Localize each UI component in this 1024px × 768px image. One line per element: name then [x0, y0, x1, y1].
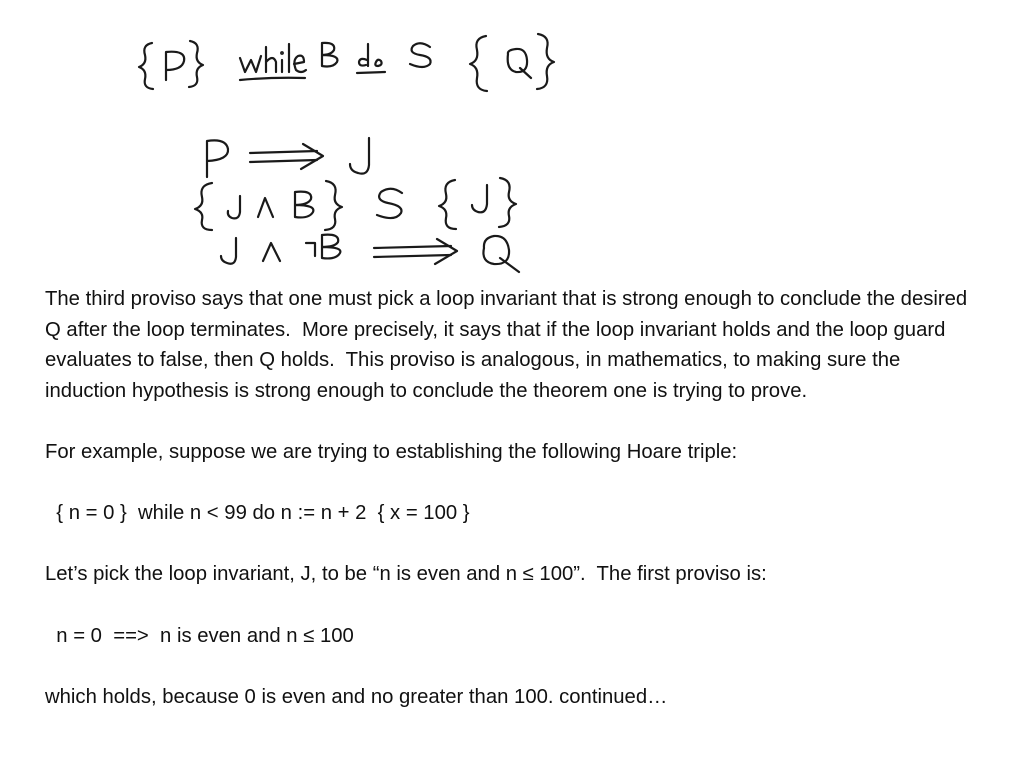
handwritten-hoare-triple [139, 34, 554, 91]
slide-body [45, 284, 975, 712]
paragraph-example: For example, suppose we are trying to establishing the following Hoare triple: [45, 440, 738, 463]
implication-line: n = 0 ==> n is even and n ≤ 100 [45, 624, 354, 647]
handwritten-formulas [0, 0, 1024, 290]
paragraph-invariant: Let’s pick the loop invariant, J, to be “n is even and n ≤ 100”. The first proviso is: [45, 563, 767, 586]
paragraph-conclusion: which holds, because 0 is even and no greater than 100. continued… [45, 685, 668, 708]
handwritten-proviso-1 [207, 138, 369, 177]
paragraph-intro: The third proviso says that one must pick a loop invariant that is strong enough to conclude the desired Q after the loop terminates. More precisely, it says that if the loop invariant holds and the loop guard evaluates to false, then Q holds. This proviso is analogous, in mathematics, to making sure the induction hypothesis is strong enough to conclude the theorem one is trying to prove. [45, 288, 973, 402]
handwritten-proviso-2 [195, 178, 516, 230]
hoare-triple-line: { n = 0 } while n < 99 do n := n + 2 { x = 100 } [45, 502, 470, 525]
handwritten-proviso-3 [221, 235, 519, 272]
